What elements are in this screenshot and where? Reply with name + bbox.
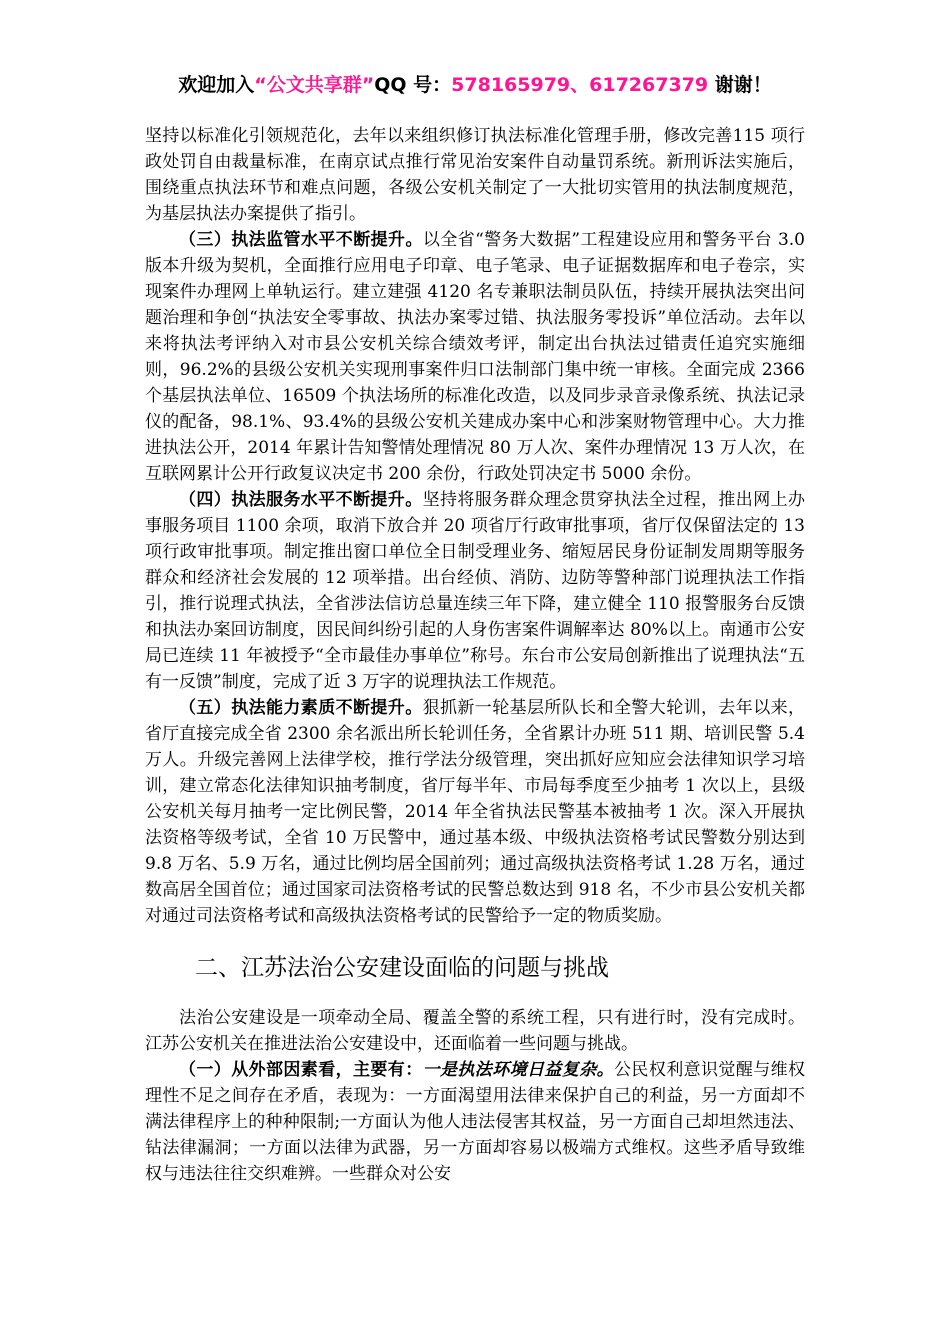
paragraph-external-sub: 一是执法环境日益复杂。 <box>422 1060 615 1080</box>
paragraph-external-main: 主要有： <box>353 1060 423 1080</box>
paragraph-capability-heading: （五）执法能力素质不断提升。 <box>179 698 423 718</box>
paragraph-intro: 法治公安建设是一项牵动全局、覆盖全警的系统工程，只有进行时，没有完成时。江苏公安机关在推进法治公安建设中，还面临着一些问题与挑战。 <box>145 1008 805 1054</box>
banner-suffix: 谢谢！ <box>708 74 772 96</box>
banner-qq-label: QQ 号： <box>374 74 452 96</box>
group-invite-banner <box>0 72 950 98</box>
paragraph-standardization: 坚持以标准化引领规范化，去年以来组织修订执法标准化管理手册，修改完善115 项行政处罚自由裁量标准，在南京试点推行常见治安案件自动量罚系统。新刑诉法实施后，围绕重点执法环节和难点问题，各级公安机关制定了一大批切实管用的执法制度规范，为基层执法办案提供了指引。 <box>145 126 805 224</box>
banner-prefix: 欢迎加入 <box>178 74 255 96</box>
paragraph-supervision <box>145 227 805 487</box>
document-body <box>145 123 805 1187</box>
paragraph-capability-body: 狠抓新一轮基层所队长和全警大轮训，去年以来，省厅直接完成全省 2300 余名派出所长轮训任务，全省累计办班 511 期、培训民警 5.4 万人。升级完善网上法律学校，推行学法分级管理，突出抓好应知应会法律知识学习培训，建立常态化法律知识抽考制度，省厅每半年、市局每季度至少抽考 1 次以上，县级公安机关每月抽考一定比例民警，2014 年全省执法民警基本被抽考 1 次。深入开展执法资格等级考试，全省 10 万民警中，通过基本级、中级执法资格考试民警数分别达到 9.8 万名、5.9 万名，通过比例均居全国前列；通过高级执法资格考试 1.28 万名，通过数高居全国首位；通过国家司法资格考试的民警总数达到 918 名，不少市县公安机关都对通过司法资格考试和高级执法资格考试的民警给予一定的物质奖励。 <box>145 698 806 926</box>
paragraph-capability <box>145 695 805 929</box>
paragraph-service <box>145 487 805 695</box>
paragraph-supervision-body: 以全省“警务大数据”工程建设应用和警务平台 3.0 版本升级为契机，全面推行应用电子印章、电子笔录、电子证据数据库和电子卷宗，实现案件办理网上单轨运行。建立建强 4120 名专兼职法制员队伍，持续开展执法突出问题治理和争创“执法安全零事故、执法办案零过错、执法服务零投诉”单位活动。去年以来将执法考评纳入对市县公安机关综合绩效考评，制定出台执法过错责任追究实施细则，96.2%的县级公安机关实现刑事案件归口法制部门集中统一审核。全面完成 2366 个基层执法单位、16509 个执法场所的标准化改造，以及同步录音录像系统、执法记录仪的配备，98.1%、93.4%的县级公安机关建成办案中心和涉案财物管理中心。大力推进执法公开，2014 年累计告知警情处理情况 80 万人次、案件办理情况 13 万人次，在互联网累计公开行政复议决定书 200 余份，行政处罚决定书 5000 余份。 <box>145 230 805 484</box>
paragraph-external-heading: （一）从外部因素看， <box>179 1060 353 1080</box>
banner-qq-numbers: 578165979、617267379 <box>451 74 709 96</box>
paragraph-external-body: 公民权利意识觉醒与维权理性不足之间存在矛盾，表现为：一方面渴望用法律来保护自己的利益，另一方面却不满法律程序上的种种限制;一方面认为他人违法侵害其权益，另一方面自己却坦然违法、钻法律漏洞；一方面以法律为武器，另一方面却容易以极端方式维权。这些矛盾导致维权与违法往往交织难辨。一些群众对公安 <box>145 1060 806 1184</box>
paragraph-service-body: 坚持将服务群众理念贯穿执法全过程，推出网上办事服务项目 1100 余项，取消下放合并 20 项省厅行政审批事项，省厅仅保留法定的 13 项行政审批事项。制定推出窗口单位全日制受理业务、缩短居民身份证制发周期等服务群众和经济社会发展的 12 项举措。出台经侦、消防、边防等警种部门说理执法工作指引，推行说理式执法，全省涉法信访总量连续三年下降，建立健全 110 报警服务台反馈和执法办案回访制度，因民间纠纷引起的人身伤害案件调解率达 80%以上。南通市公安局已连续 11 年被授予“全市最佳办事单位”称号。东台市公安局创新推出了说理执法“五有一反馈”制度，完成了近 3 万字的说理执法工作规范。 <box>145 490 806 692</box>
section-heading: 二、江苏法治公安建设面临的问题与挑战 <box>195 955 609 981</box>
banner-group-name: “公文共享群” <box>254 74 375 96</box>
paragraph-service-heading: （四）执法服务水平不断提升。 <box>179 490 423 510</box>
paragraph-external-factors <box>145 1057 805 1187</box>
paragraph-supervision-heading: （三）执法监管水平不断提升。 <box>179 230 423 250</box>
